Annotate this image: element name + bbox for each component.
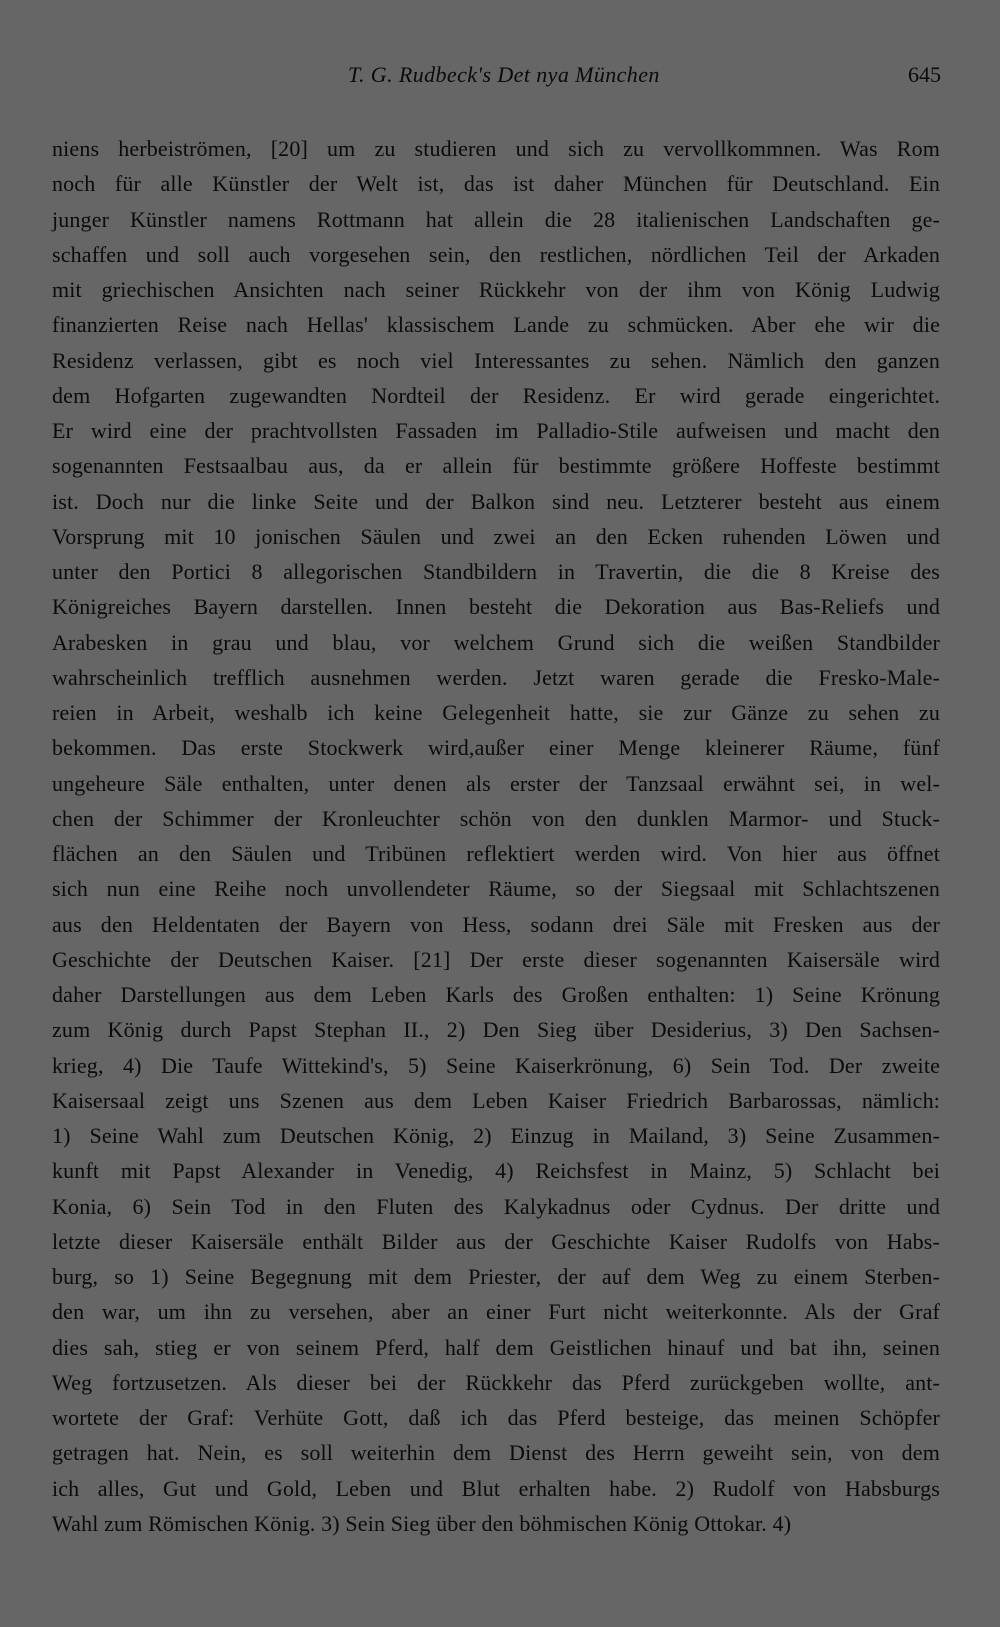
text-line: wortete der Graf: Verhüte Gott, daß ich das Pferd besteige, das meinen Schöpfer: [52, 1405, 940, 1430]
text-line: krieg, 4) Die Taufe Wittekind's, 5) Seine Kaiserkrönung, 6) Sein Tod. Der zweite: [52, 1052, 940, 1078]
text-line: schaffen und soll auch vorgesehen sein, den restlichen, nördlichen Teil der Arkaden: [52, 241, 940, 267]
text-line: finanzierten Reise nach Hellas' klassischem Lande zu schmücken. Aber ehe wir die: [52, 312, 940, 338]
text-line: kunft mit Papst Alexander in Venedig, 4) Reichsfest in Mainz, 5) Schlacht bei: [52, 1158, 940, 1184]
page-number: 645: [908, 62, 941, 87]
text-line: Er wird eine der prachtvollsten Fassaden im Palladio-Stile aufweisen und macht den: [52, 418, 940, 443]
text-line: Residenz verlassen, gibt es noch viel Interessantes zu sehen. Nämlich den ganzen: [52, 347, 940, 373]
text-line: mit griechischen Ansichten nach seiner Rückkehr von der ihm von König Ludwig: [52, 277, 940, 302]
text-line: ich alles, Gut und Gold, Leben und Blut erhalten habe. 2) Rudolf von Habsburgs: [52, 1475, 940, 1501]
text-line: Arabesken in grau und blau, vor welchem Grund sich die weißen Standbilder: [52, 629, 940, 655]
text-line: aus den Heldentaten der Bayern von Hess, sodann drei Säle mit Fresken aus der: [52, 911, 940, 937]
text-line: sogenannten Festsaalbau aus, da er allein für bestimmte größere Hoffeste bestimmt: [52, 453, 940, 479]
text-line: burg, so 1) Seine Begegnung mit dem Priester, der auf dem Weg zu einem Sterben-: [52, 1264, 940, 1289]
running-title: T. G. Rudbeck's Det nya München: [348, 62, 660, 87]
text-line: dem Hofgarten zugewandten Nordteil der Residenz. Er wird gerade eingerichtet.: [52, 382, 940, 408]
text-line: letzte dieser Kaisersäle enthält Bilder aus der Geschichte Kaiser Rudolfs von Habs-: [52, 1228, 940, 1254]
text-line: dies sah, stieg er von seinem Pferd, half dem Geistlichen hinauf und bat ihn, seinen: [52, 1334, 940, 1360]
text-line: chen der Schimmer der Kronleuchter schön von den dunklen Marmor- und Stuck-: [52, 805, 940, 831]
text-line: ungeheure Säle enthalten, unter denen als erster der Tanzsaal erwähnt sei, in wel-: [52, 770, 940, 796]
text-line: Kaisersaal zeigt uns Szenen aus dem Leben Kaiser Friedrich Barbarossas, nämlich:: [52, 1087, 940, 1113]
body-text: [52, 131, 940, 1541]
text-line: niens herbeiströmen, [20] um zu studieren und sich zu vervollkommnen. Was Rom: [52, 136, 940, 161]
text-line: ist. Doch nur die linke Seite und der Balkon sind neu. Letzterer besteht aus einem: [52, 488, 940, 514]
text-line: den war, um ihn zu versehen, aber an einer Furt nicht weiterkonnte. Als der Graf: [52, 1299, 940, 1325]
running-header: [0, 62, 1000, 94]
text-line: junger Künstler namens Rottmann hat allein die 28 italienischen Landschaften ge-: [52, 206, 940, 232]
text-line: Königreiches Bayern darstellen. Innen besteht die Dekoration aus Bas-Reliefs und: [52, 594, 940, 620]
text-line: zum König durch Papst Stephan II., 2) Den Sieg über Desiderius, 3) Den Sachsen-: [52, 1017, 940, 1043]
text-line: Weg fortzusetzen. Als dieser bei der Rückkehr das Pferd zurückgeben wollte, ant-: [52, 1369, 940, 1395]
text-line: noch für alle Künstler der Welt ist, das ist daher München für Deutschland. Ein: [52, 171, 940, 197]
text-line: wahrscheinlich trefflich ausnehmen werden. Jetzt waren gerade die Fresko-Male-: [52, 664, 940, 690]
text-line: sich nun eine Reihe noch unvollendeter Räume, so der Siegsaal mit Schlachtszenen: [52, 876, 940, 902]
text-line: unter den Portici 8 allegorischen Standbildern in Travertin, die die 8 Kreise des: [52, 559, 940, 584]
text-line: 1) Seine Wahl zum Deutschen König, 2) Einzug in Mailand, 3) Seine Zusammen-: [52, 1123, 940, 1148]
text-line: bekommen. Das erste Stockwerk wird,außer einer Menge kleinerer Räume, fünf: [52, 735, 940, 761]
text-line: Wahl zum Römischen König. 3) Sein Sieg über den böhmischen König Ottokar. 4): [52, 1510, 792, 1536]
text-line: Geschichte der Deutschen Kaiser. [21] Der erste dieser sogenannten Kaisersäle wird: [52, 946, 940, 972]
text-line: flächen an den Säulen und Tribünen reflektiert werden wird. Von hier aus öffnet: [52, 841, 940, 866]
text-line: daher Darstellungen aus dem Leben Karls des Großen enthalten: 1) Seine Krönung: [52, 982, 940, 1007]
text-line: getragen hat. Nein, es soll weiterhin dem Dienst des Herrn geweiht sein, von dem: [52, 1440, 940, 1466]
text-line: reien in Arbeit, weshalb ich keine Gelegenheit hatte, sie zur Gänze zu sehen zu: [52, 700, 940, 725]
text-line: Vorsprung mit 10 jonischen Säulen und zwei an den Ecken ruhenden Löwen und: [52, 523, 940, 549]
text-line: Konia, 6) Sein Tod in den Fluten des Kalykadnus oder Cydnus. Der dritte und: [52, 1193, 940, 1219]
